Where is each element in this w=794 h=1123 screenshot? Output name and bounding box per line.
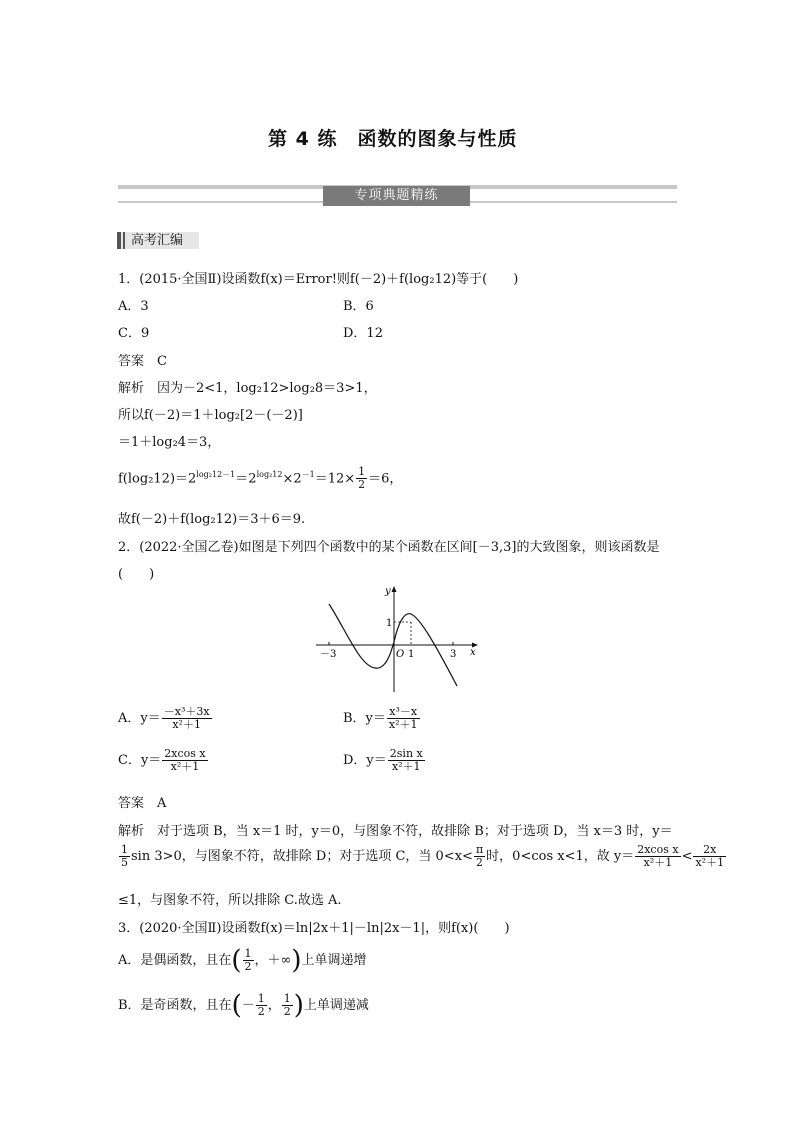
q2-sol2-den: 5 xyxy=(121,856,128,869)
q2-answer: 答案 A xyxy=(118,796,167,811)
q2-option-b-den: x²＋1 xyxy=(388,718,418,731)
q1-solution-line3: ＝1＋log₂4＝3， xyxy=(118,435,221,450)
q2-sol2-num: 1 xyxy=(121,843,128,856)
q1-option-b: B．6 xyxy=(343,299,374,314)
q2-option-a-den: x²＋1 xyxy=(172,718,201,731)
q1-sol4-part-b: ＝2 xyxy=(235,471,257,487)
q1-sol4-part-a: f(log₂12)＝2 xyxy=(118,471,197,487)
q3-option-b-lparen: ( xyxy=(231,990,242,1021)
q2-option-b xyxy=(343,706,421,731)
section-tag xyxy=(117,232,199,249)
q2-stem-line1: 2．(2022·全国乙卷)如图是下列四个函数中的某个函数在区间[－3,3]的大致图象，则该函数是 xyxy=(118,540,660,555)
section-bar xyxy=(118,183,677,209)
q2-sol2-f2-num: 2x xyxy=(693,844,726,857)
q2-option-a-num: －x³＋3x xyxy=(163,705,210,718)
q2-solution-line1: 解析 对于选项 B，当 x＝1 时，y＝0，与图象不符，故排除 B；对于选项 D，当 x＝3 时，y＝ xyxy=(118,824,673,839)
q3-option-b-mid: ， xyxy=(267,998,281,1013)
q1-option-a: A．3 xyxy=(118,299,149,314)
q2-option-d-den: x²＋1 xyxy=(391,760,421,773)
q3-option-a-den: 2 xyxy=(244,960,252,973)
q1-solution-line2: 所以f(－2)＝1＋log₂[2－(－2)] xyxy=(118,408,303,423)
tag-label: 高考汇编 xyxy=(131,233,184,248)
tag-marker-thin xyxy=(123,232,125,249)
q1-sol4-part-c: ×2 xyxy=(282,471,302,487)
q2-option-b-fraction xyxy=(387,706,420,731)
q1-sol4-exp2: log₂12 xyxy=(256,470,283,479)
q3-option-b-fraction-2 xyxy=(282,993,293,1018)
q3-option-b-den1: 2 xyxy=(257,1005,265,1018)
q2-sol2-f1-num: 2xcos x xyxy=(637,843,679,856)
q3-option-b-den2: 2 xyxy=(283,1005,291,1018)
q1-solution-line5: 故f(－2)＋f(log₂12)＝3＋6＝9. xyxy=(118,512,306,527)
q1-stem: 1．(2015·全国Ⅱ)设函数f(x)＝Error!则f(－2)＋f(log₂12)等于( ) xyxy=(118,272,519,287)
q2-sol2-part-a: sin 3>0，与图象不符，故排除 D；对于选项 C，当 0<x< xyxy=(131,849,473,864)
q1-sol4-part-e: ＝6， xyxy=(368,471,403,487)
q2-sol2-f2-den: x²＋1 xyxy=(695,856,725,869)
q2-sol2-fraction-fifth xyxy=(119,844,130,869)
q3-option-a xyxy=(118,945,367,976)
q2-option-b-num: x³－x xyxy=(387,706,420,719)
q3-option-b-fraction-1 xyxy=(256,993,267,1018)
q3-option-b-suffix: 上单调递减 xyxy=(303,998,369,1013)
q2-option-d-fraction xyxy=(388,748,425,773)
q1-answer: 答案 C xyxy=(118,354,167,369)
q2-option-c xyxy=(118,748,209,773)
q1-sol4-exp3: －1 xyxy=(301,470,315,479)
q2-sol2-fraction-2 xyxy=(693,844,726,869)
q1-sol4-num: 1 xyxy=(358,465,366,479)
q3-option-b-prefix: B．是奇函数，且在 xyxy=(118,998,232,1013)
q2-solution-line3: ≤1，与图象不符，所以排除 C.故选 A. xyxy=(118,893,342,908)
graph-tick-3: 3 xyxy=(450,649,457,660)
q3-option-b-num1: 1 xyxy=(257,992,265,1005)
q2-option-c-prefix: C．y＝ xyxy=(118,753,162,768)
q1-option-d: D．12 xyxy=(343,326,383,341)
graph-origin: O xyxy=(396,649,405,660)
q3-stem: 3．(2020·全国Ⅱ)设函数f(x)＝ln|2x＋1|－ln|2x－1|，则f(x)( ) xyxy=(118,921,510,936)
q2-option-d-prefix: D．y＝ xyxy=(343,753,387,768)
q2-option-a-prefix: A．y＝ xyxy=(118,711,161,726)
q3-option-a-mid: ，＋∞ xyxy=(254,953,292,968)
q2-option-c-fraction xyxy=(162,748,207,773)
q1-sol4-part-d: ＝12× xyxy=(314,471,356,487)
graph-y-label: y xyxy=(385,586,391,597)
q2-sol2-part-b: 时，0<cos x<1，故 y＝ xyxy=(486,849,635,864)
page-title: 第 4 练 函数的图象与性质 xyxy=(268,128,518,150)
q2-function-graph xyxy=(312,582,482,694)
q3-option-b-num2: 1 xyxy=(283,992,291,1005)
q2-option-c-num: 2xcos x xyxy=(164,747,206,760)
q3-option-b xyxy=(118,990,369,1021)
q2-sol2-part-c: < xyxy=(681,849,693,864)
q1-solution-line1: 解析 因为－2<1，log₂12>log₂8＝3>1， xyxy=(118,381,377,396)
y-axis-arrow xyxy=(392,586,397,592)
graph-x-label: x xyxy=(470,647,476,658)
q3-option-a-suffix: 上单调递增 xyxy=(301,953,367,968)
q2-option-c-den: x²＋1 xyxy=(170,760,200,773)
q2-stem-line2: ( ) xyxy=(118,567,155,582)
q2-option-b-prefix: B．y＝ xyxy=(343,711,386,726)
q2-option-d xyxy=(343,748,426,773)
q3-option-a-lparen: ( xyxy=(231,945,242,976)
q3-option-a-fraction xyxy=(243,948,254,973)
q2-option-d-num: 2sin x xyxy=(389,747,423,760)
graph-tick-y1: 1 xyxy=(386,618,393,629)
q1-option-c: C．9 xyxy=(118,326,150,341)
q2-option-a-fraction xyxy=(162,706,212,731)
graph-tick-neg3: －3 xyxy=(320,649,337,660)
q2-solution-line2 xyxy=(118,844,727,869)
q3-option-a-num: 1 xyxy=(244,947,252,960)
tag-marker xyxy=(117,232,121,249)
q2-sol2-fraction-1 xyxy=(635,844,680,869)
q2-sol2-f1-den: x²＋1 xyxy=(643,856,673,869)
q3-option-a-rparen: ) xyxy=(291,945,302,976)
q2-option-a xyxy=(118,706,213,731)
q3-option-b-rparen: ) xyxy=(293,990,304,1021)
graph-tick-1: 1 xyxy=(408,649,415,660)
section-bar-label: 专项典题精练 xyxy=(323,186,470,206)
q1-sol4-den: 2 xyxy=(358,478,366,492)
q2-sol2-pi-den: 2 xyxy=(476,856,484,869)
q3-option-b-sign: － xyxy=(241,998,255,1013)
q2-sol2-fraction-pi xyxy=(474,844,485,869)
q1-sol4-exp1: log₂12－1 xyxy=(196,470,236,479)
q2-sol2-pi-num: π xyxy=(475,843,484,856)
q1-solution-line4 xyxy=(118,460,402,494)
q3-option-a-prefix: A．是偶函数，且在 xyxy=(118,953,232,968)
q1-sol4-fraction xyxy=(356,466,367,491)
